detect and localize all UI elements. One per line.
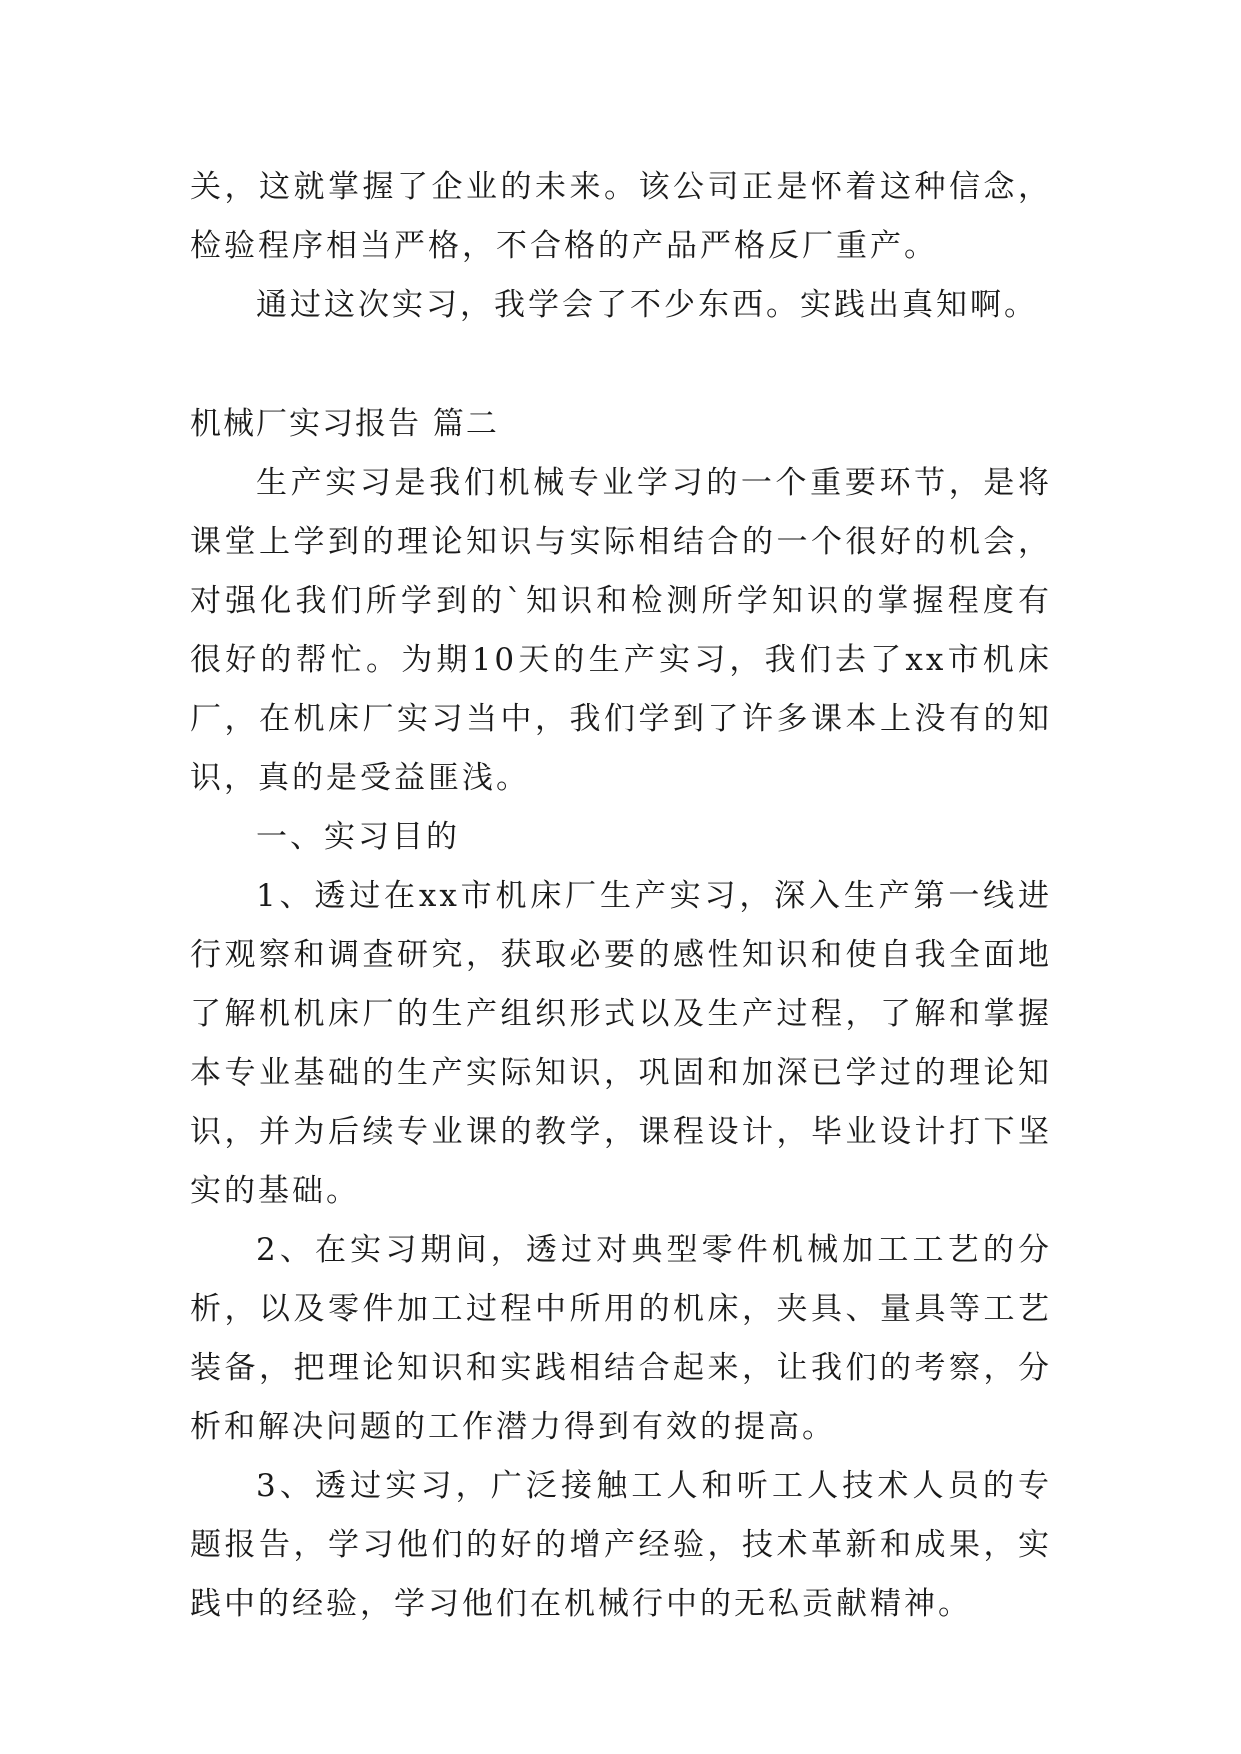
document-body [190,158,1052,1634]
section-spacer [190,335,1052,395]
paragraph-item-2: 2、在实习期间，透过对典型零件机械加工工艺的分析，以及零件加工过程中所用的机床，夹具、量具等工艺装备，把理论知识和实践相结合起来，让我们的考察，分析和解决问题的工作潜力得到有效的提高。 [190,1232,1052,1445]
section-title: 机械厂实习报告 篇二 [190,406,499,442]
paragraph-item-3: 3、透过实习，广泛接触工人和听工人技术人员的专题报告，学习他们的好的增产经验，技术革新和成果，实践中的经验，学习他们在机械行中的无私贡献精神。 [190,1468,1052,1622]
paragraph-item-1: 1、透过在xx市机床厂生产实习，深入生产第一线进行观察和调查研究，获取必要的感性知识和使自我全面地了解机机床厂的生产组织形式以及生产过程，了解和掌握本专业基础的生产实际知识，巩固和加深已学过的理论知识，并为后续专业课的教学，课程设计，毕业设计打下坚实的基础。 [190,878,1052,1209]
paragraph-intro: 生产实习是我们机械专业学习的一个重要环节，是将课堂上学到的理论知识与实际相结合的一个很好的机会，对强化我们所学到的`知识和检测所学知识的掌握程度有很好的帮忙。为期10天的生产实习，我们去了xx市机床厂，在机床厂实习当中，我们学到了许多课本上没有的知识，真的是受益匪浅。 [190,465,1052,796]
subheading-purpose: 一、实习目的 [256,819,460,855]
paragraph-continuation: 关，这就掌握了企业的未来。该公司正是怀着这种信念，检验程序相当严格，不合格的产品严格反厂重产。 [190,169,1052,264]
paragraph-conclusion: 通过这次实习，我学会了不少东西。实践出真知啊。 [256,287,1038,323]
